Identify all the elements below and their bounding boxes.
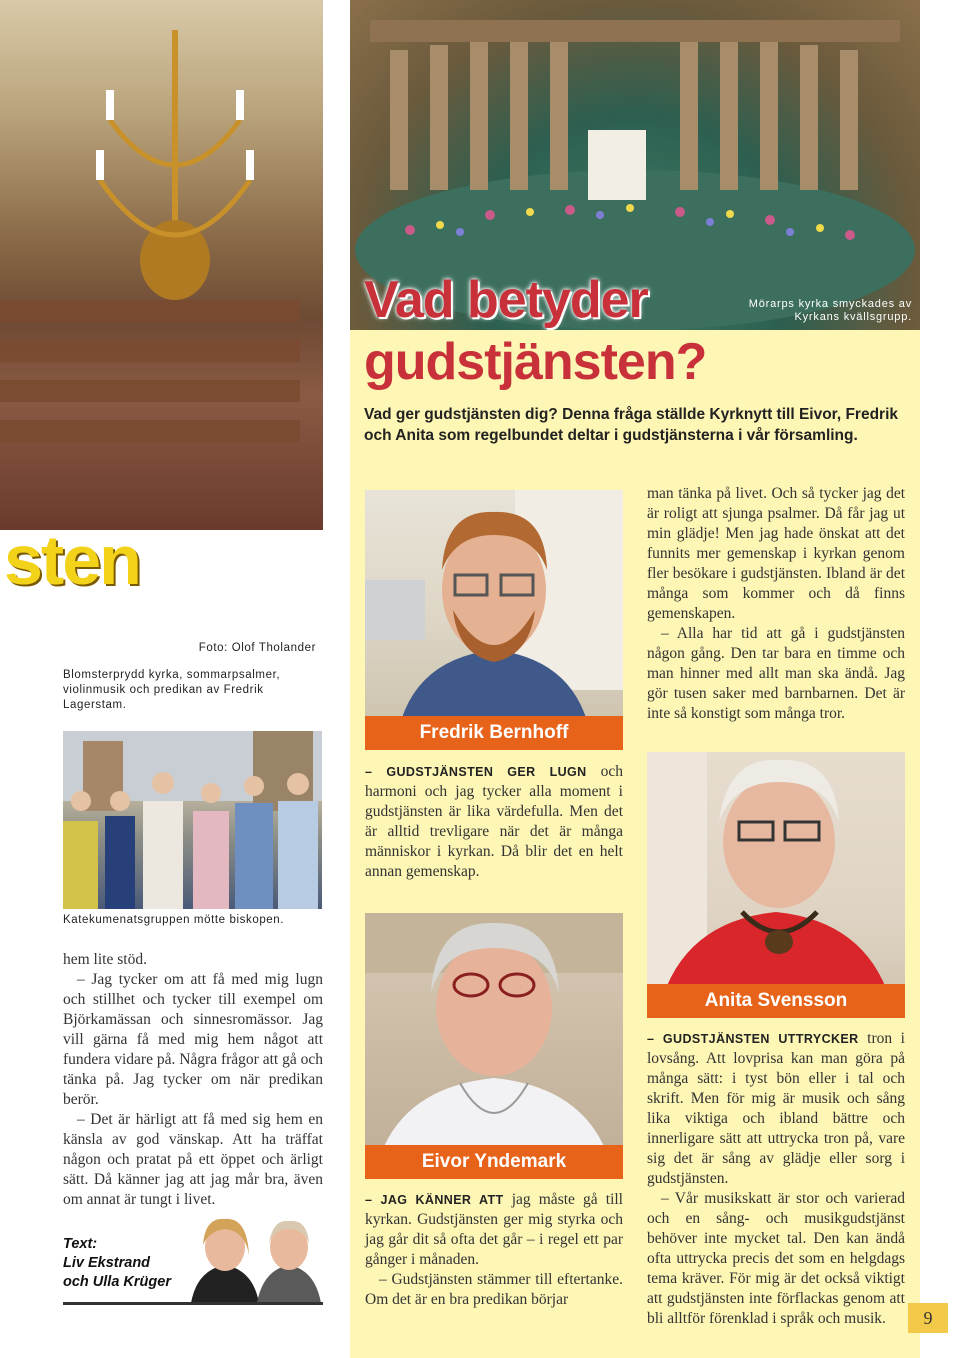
anita-quote-body-2: – Vår musikskatt är stor och varierad och en sång- och musikgudstjänst behöver inte mycket tal. Den kan ändå ofta uttrycka precis det som en helgdags tema kräver. För mig är det också viktigt att gudstjänsten inte förflackas genom att bli alltför förenklad i språk och musik. xyxy=(647,1190,905,1327)
author-credit-label: Text: xyxy=(63,1236,98,1252)
headline-fragment: sten xyxy=(4,521,140,599)
group-photo-caption: Katekumenatsgruppen mötte biskopen. xyxy=(63,914,285,926)
author-credit-name-1: Liv Ekstrand xyxy=(63,1255,151,1271)
paragraph: – Alla har tid att gå i gudstjänsten någon gång. Den tar bara en timme och man hinner med allt man ska ändå. Jag gör tusen saker med barnbarnen. Det är inte så konstigt som många tror. xyxy=(647,625,905,722)
anita-quote-body: tron i lovsång. Att lovprisa kan man göra på många sätt: i tyst bön eller i tal och skrift. Men för mig är musik och sång lika viktiga och ibland bättre och innerligare sätt att uttrycka tron på, vare sig det är sång av glädje eller sorg i gudstjänsten. xyxy=(647,1030,905,1187)
anita-quote xyxy=(647,1029,905,1329)
chandelier-illustration xyxy=(90,30,260,310)
eivor-portrait-photo xyxy=(365,913,623,1173)
paragraph: – Det är härligt att få med sig hem en känsla av god vänskap. Att ha träffat någon och pratat på ett öppet och ärligt sätt. Då känner jag att jag mår bra, även om annat är tungt i livet. xyxy=(63,1111,323,1208)
eivor-quote-body: jag måste gå till kyrkan. Gudstjänsten ger mig styrka och jag går dit så ofta det går – i regel ett par gånger i månaden. xyxy=(365,1191,623,1268)
left-column-text xyxy=(63,950,323,1210)
paragraph: – Jag tycker om att få med mig lugn och stillhet och tycker till exempel om Björkamässan och sinnesromässor. Jag vill gärna få med mig hem något att fundera vidare på. Några frågor att gå och tänka på. Jag tycker om när predikan berör. xyxy=(63,971,323,1108)
eivor-quote-body-2: – Gudstjänsten stämmer till eftertanke. Om det är en bra predikan börjar xyxy=(365,1271,623,1308)
page-number: 9 xyxy=(908,1303,948,1333)
fredrik-name-tag: Fredrik Bernhoff xyxy=(365,716,623,750)
eivor-name-tag: Eivor Yndemark xyxy=(365,1145,623,1179)
headline-line-1: Vad betyder xyxy=(364,271,648,329)
author-credit xyxy=(63,1235,187,1292)
church-photo-caption: Blomsterprydd kyrka, sommarpsalmer, violinmusik och predikan av Fredrik Lagerstam. xyxy=(63,669,281,711)
article-intro: Vad ger gudstjänsten dig? Denna fråga ställde Kyrknytt till Eivor, Fredrik och Anita som regelbundet deltar i gudstjänsterna i vår församling. xyxy=(364,406,899,444)
anita-quote-lead: – GUDSTJÄNSTEN UTTRYCKER xyxy=(647,1032,859,1046)
author-credit-name-2: och Ulla Krüger xyxy=(63,1274,171,1290)
anita-name-tag: Anita Svensson xyxy=(647,984,905,1018)
paragraph: hem lite stöd. xyxy=(63,951,147,968)
right-column-top-text xyxy=(647,484,905,724)
fredrik-quote xyxy=(365,762,623,882)
fredrik-quote-body: och harmoni och jag tycker alla moment i gudstjänsten är lika värdefulla. Men det är alltid trevligare när det är många människor i kyrkan. Då blir det en helt annan gemenskap. xyxy=(365,763,623,880)
eivor-quote-lead: – JAG KÄNNER ATT xyxy=(365,1193,504,1207)
fredrik-quote-lead: – GUDSTJÄNSTEN GER LUGN xyxy=(365,765,587,779)
paragraph: man tänka på livet. Och så tycker jag det är roligt att sjunga psalmer. Då får jag ut min glädje! Men jag hade önskat att det funnits mer gemenskap i kyrkan genom fler besökare i gudstjänsten. Ibland är det många som kommer och då finns gemenskapen. xyxy=(647,485,905,622)
authors-photo xyxy=(187,1215,323,1303)
eivor-quote xyxy=(365,1190,623,1310)
altar-photo-caption: Mörarps kyrka smyckades av Kyrkans kvällsgrupp. xyxy=(748,298,912,323)
church-interior-photo xyxy=(0,0,323,530)
fredrik-portrait-photo xyxy=(365,490,623,750)
catechumen-group-photo xyxy=(63,731,322,909)
credit-divider xyxy=(63,1302,323,1305)
photo-credit: Foto: Olof Tholander xyxy=(198,642,316,654)
headline-line-2: gudstjänsten? xyxy=(364,333,707,391)
anita-portrait-photo xyxy=(647,752,905,1018)
